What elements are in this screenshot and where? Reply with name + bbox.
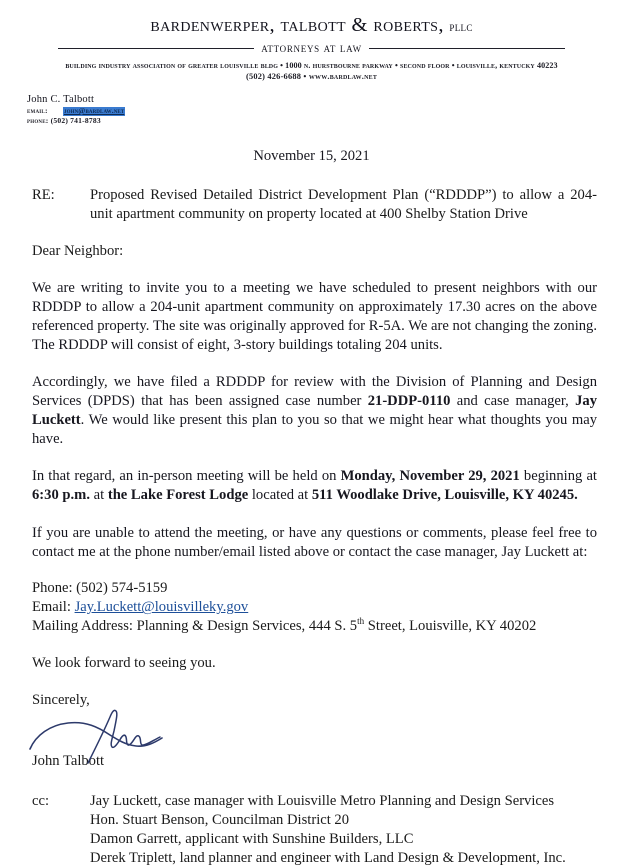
letterhead xyxy=(22,14,601,81)
cc-block xyxy=(22,792,601,868)
sender-email-link[interactable]: john@bardlaw.net xyxy=(64,105,125,115)
signer-name: John Talbott xyxy=(32,753,105,770)
letterhead-address-line-1: building industry association of greater louisville bldg • 1000 n. hurstbourne parkway • second floor • louisville, kentucky 40223 xyxy=(65,60,558,70)
cc-item: Damon Garrett, applicant with Sunshine Builders, LLC xyxy=(90,831,414,848)
mailing-address-ordinal: th xyxy=(357,616,365,627)
case-manager-mailing-address xyxy=(32,617,597,636)
body-paragraph-1: We are writing to invite you to a meeting we have scheduled to present neighbors with our RDDDP to allow a 204-unit apartment community on approximately 17.30 acres on the above referenced property. The site was originally approved for R-5A. We are not changing the zoning. The RDDDP will consist of eight, 3-story buildings totaling 204 units. xyxy=(32,280,597,353)
sender-email-row xyxy=(27,107,601,116)
sender-name: John C. Talbott xyxy=(27,93,95,105)
firm-name-suffix: pllc xyxy=(449,19,473,34)
case-manager-email-label: Email: xyxy=(32,599,75,616)
meeting-venue: the Lake Forest Lodge xyxy=(107,487,249,504)
para3-part-c: at xyxy=(89,487,108,504)
sincerely-line: Sincerely, xyxy=(32,692,90,709)
body-paragraph-4: If you are unable to attend the meeting, or have any questions or comments, please feel free to contact me at the phone number/email listed above or contact the case manager, Jay Luckett at: xyxy=(32,524,597,560)
para3-part-a: In that regard, an in-person meeting will be held on xyxy=(32,468,341,485)
case-number: 21-DDP-0110 xyxy=(367,393,451,410)
closing-line: We look forward to seeing you. xyxy=(32,655,216,672)
para3-part-b: beginning at xyxy=(519,468,597,485)
re-block xyxy=(22,186,601,224)
para2-part-c: . We would like present this plan to you so that we might hear what thoughts you may have. xyxy=(32,411,597,447)
case-manager-email-row xyxy=(32,598,597,617)
letter-date: November 15, 2021 xyxy=(253,147,370,164)
letterhead-address-line-2: (502) 426-6688 • www.bardlaw.net xyxy=(245,71,378,81)
firm-name-text: bardenwerper, talbott & roberts, xyxy=(150,14,444,36)
body-paragraph-3 xyxy=(32,467,597,505)
cc-list xyxy=(90,792,601,868)
case-manager-contact-block xyxy=(32,579,597,636)
rule-left xyxy=(58,48,254,49)
sender-email-label: email: xyxy=(27,105,48,115)
mailing-address-post: Street, Louisville, KY 40202 xyxy=(364,618,537,635)
case-manager-name: Jay Luckett xyxy=(32,393,597,428)
meeting-time: 6:30 p.m. xyxy=(32,487,90,504)
para2-part-b: and case manager, xyxy=(450,393,576,410)
rule-right xyxy=(369,48,565,49)
salutation: Dear Neighbor: xyxy=(32,243,124,260)
signature-image xyxy=(26,709,601,753)
case-manager-email-link[interactable]: Jay.Luckett@louisvilleky.gov xyxy=(74,599,249,616)
sender-contact-block xyxy=(27,94,601,126)
meeting-address: 511 Woodlake Drive, Louisville, KY 40245. xyxy=(311,487,578,504)
body-paragraph-2 xyxy=(32,373,597,448)
para2-part-a: Accordingly, we have filed a RDDDP for review with the Division of Planning and Design Services (DPDS) that has been assigned case number xyxy=(32,374,597,410)
mailing-address-pre: Mailing Address: Planning & Design Services, 444 S. 5 xyxy=(32,618,358,635)
re-subject: Proposed Revised Detailed District Development Plan (“RDDDP”) to allow a 204-unit apartment community on property located at 400 Shelby Station Drive xyxy=(90,186,597,222)
tagline-rule-row xyxy=(22,41,601,56)
sender-phone: phone: (502) 741-8783 xyxy=(27,115,101,125)
meeting-date: Monday, November 29, 2021 xyxy=(340,468,520,485)
cc-label: cc: xyxy=(32,793,50,810)
cc-item: Hon. Stuart Benson, Councilman District 20 xyxy=(90,812,350,829)
para3-part-d: located at xyxy=(248,487,312,504)
cc-item: Derek Triplett, land planner and engineer with Land Design & Development, Inc. xyxy=(90,850,566,867)
cc-item: Jay Luckett, case manager with Louisville Metro Planning and Design Services xyxy=(90,793,555,810)
firm-tagline: attorneys at law xyxy=(261,40,362,55)
re-label: RE: xyxy=(32,186,55,203)
case-manager-phone: Phone: (502) 574-5159 xyxy=(32,580,168,597)
firm-name xyxy=(22,14,601,38)
